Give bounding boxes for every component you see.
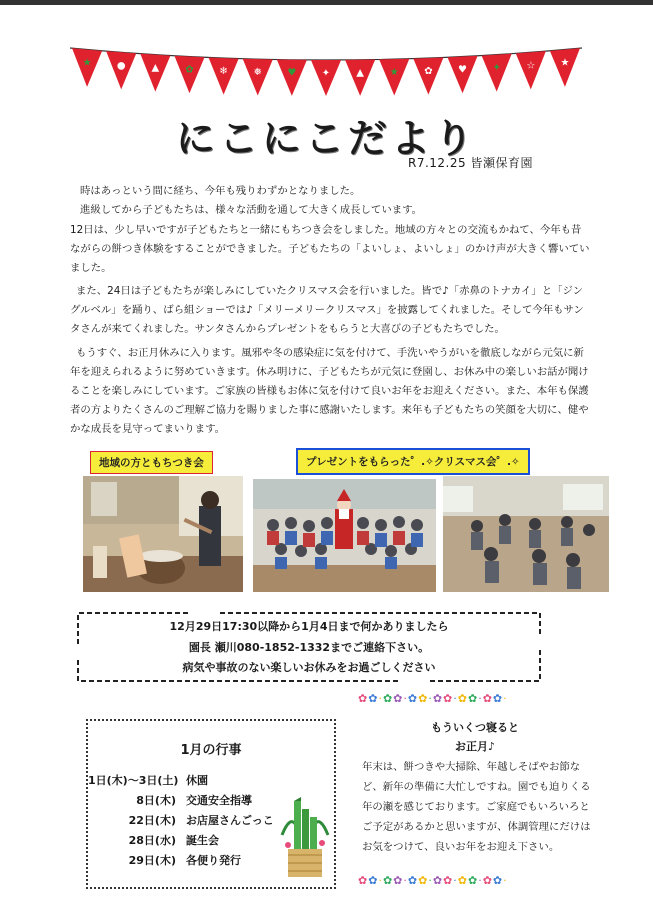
paragraph-1: 時はあっという間に経ち、今年も残りわずかとなりました。 [80, 185, 361, 197]
flower-icon: · [478, 874, 483, 887]
flower-icon: · [403, 692, 408, 705]
bunting-flags [70, 42, 582, 108]
bunting-flag-ornament-icon: ▲ [151, 62, 160, 74]
bunting-flag-ornament-icon: ★ [82, 57, 92, 69]
flower-icon: ✿ [358, 874, 369, 887]
paragraph-2: 進級してから子どもたちは、様々な活動を通して大きく成長しています。 [80, 204, 423, 216]
bunting-flag-ornament-icon: ★ [560, 57, 570, 69]
flower-icon: · [453, 692, 458, 705]
flower-icon: ✿ [443, 874, 454, 887]
sidebar-title-1: もういくつ寝ると [431, 721, 519, 734]
photo-mochitsuki [83, 476, 243, 592]
bunting-flag-ornament-icon: ✿ [185, 64, 194, 76]
flower-border-bottom [358, 874, 508, 888]
flower-icon: · [478, 692, 483, 705]
flower-icon: · [453, 874, 458, 887]
top-edge [0, 0, 653, 5]
notice-line-3: 病気や事故のない楽しいお休みをお過ごしください [182, 661, 436, 674]
flower-border-top [358, 692, 508, 706]
event-row: 28日(水) 誕生会 [128, 834, 219, 847]
event-row: 8日(木) 交通安全指導 [136, 794, 252, 807]
caption-christmas: プレゼントをもらった゜.✧クリスマス会゜.✧ [296, 448, 530, 475]
paragraph-4: また、24日は子どもたちが楽しみにしていたクリスマス会を行いました。皆で♪「赤鼻のトナカイ」と「ジングルベル」を踊り、ばら組ショーでは♪「メリーメリークリスマス」を披露してくれました。そして今年もサンタさんが来てくれました。サンタさんからプレゼントをもらうと大喜びの子どもたちでした。 [70, 285, 584, 335]
flower-icon: ✿ [432, 874, 444, 887]
flower-icon: ✿ [482, 874, 493, 887]
flower-icon: · [428, 874, 433, 887]
bunting-flag-ornament-icon: ♥ [458, 64, 468, 76]
bunting-flag-ornament-icon: ● [116, 60, 126, 72]
flower-icon: ✿ [418, 692, 429, 705]
event-row: 22日(木) お店屋さんごっこ [128, 814, 274, 827]
flower-icon: ✿ [482, 692, 493, 705]
bunting-flag-ornament-icon: ✿ [424, 66, 433, 78]
notice-line-1: 12月29日17:30以降から1月4日まで何かありましたら [169, 620, 449, 633]
paragraph-5: もうすぐ、お正月休みに入ります。風邪や冬の感染症に気を付けて、手洗いやうがいを徹底しながら元気に新年を迎えられるように努めていきます。休み明けに、子どもたちが元気に登園し、お休み中の楽しいお話が聞けることを楽しみにしています。ご家族の皆様もお体に気を付けて良いお年をお迎えください。また、本年も保護者の方よりたくさんのご理解ご協力を賜りました事に感謝いたします。来年も子どもたちの笑顔を大切に、健やかな成長を見守ってまいります。 [70, 347, 589, 435]
event-row: 1日(木)～3日(土) 休園 [88, 774, 208, 787]
flower-icon: ✿ [407, 874, 419, 887]
events-heading: 1月の行事 [180, 743, 242, 758]
flower-icon: · [503, 692, 508, 705]
flower-icon: ✿ [393, 692, 404, 705]
flower-icon: ✿ [368, 874, 379, 887]
flower-icon: ✿ [382, 692, 394, 705]
flower-icon: ✿ [492, 874, 504, 887]
flower-icon: ✿ [457, 692, 468, 705]
flower-icon: · [378, 874, 383, 887]
flower-icon: ✿ [418, 874, 429, 887]
january-events-box [86, 719, 336, 889]
bunting-flag-ornament-icon: ☆ [526, 60, 536, 72]
flower-icon: ✿ [358, 692, 369, 705]
paragraph-3: 12日は、少し早いですが子どもたちと一緒にもちつき会をしました。地域の方々との交流もかねて、今年も昔ながらの餅つき体験をすることができました。子どもたちの「よいしょ、よいしょ」のかけ声が大きく響いていました。 [70, 224, 590, 274]
flower-icon: · [428, 692, 433, 705]
flower-icon: ✿ [467, 874, 479, 887]
holiday-notice [70, 610, 548, 684]
flower-icon: ✿ [492, 692, 504, 705]
flower-icon: ✿ [457, 874, 468, 887]
flower-icon: · [503, 874, 508, 887]
issue-date: R7.12.25 皆瀬保育園 [408, 156, 533, 170]
flower-icon: ✿ [368, 692, 379, 705]
photo-christmas-dance [443, 476, 609, 592]
notice-line-2: 園長 瀬川080-1852-1332までご連絡下さい。 [188, 641, 430, 654]
bunting-flag-ornament-icon: ❅ [253, 67, 262, 79]
newsletter-title: にこにこだより [175, 117, 477, 162]
flower-icon: ✿ [407, 692, 419, 705]
flower-icon: ✿ [443, 692, 454, 705]
flower-icon: · [378, 692, 383, 705]
flower-icon: ✿ [467, 692, 479, 705]
bunting-flag-ornament-icon: ★ [389, 67, 399, 79]
flower-icon: ✿ [382, 874, 394, 887]
flower-icon: · [403, 874, 408, 887]
bunting-flag-ornament-icon: ✦ [321, 67, 331, 79]
bunting-flag-ornament-icon: ❄ [219, 66, 228, 78]
caption-mochitsuki: 地域の方ともちつき会 [90, 451, 213, 474]
sidebar-title-2: お正月♪ [454, 740, 496, 753]
flower-icon: ✿ [393, 874, 404, 887]
bunting-flag-ornament-icon: ▲ [356, 67, 364, 79]
event-row: 29日(木) 各便り発行 [128, 854, 241, 867]
flower-icon: ✿ [432, 692, 444, 705]
bunting-flag-ornament-icon: ✦ [492, 62, 501, 74]
kadomatsu-icon [280, 795, 330, 881]
sidebar-body: 年末は、餅つきや大掃除、年越しそばやお節など、新年の準備に大忙しですね。園でも迫りくる年の瀬を感じております。ご家庭でもいろいろとご予定があるかと思いますが、体調管理にだけはお気をつけて、良いお年をお迎え下さい。 [362, 761, 591, 853]
photo-christmas-group [253, 479, 436, 592]
bunting-flag-ornament-icon: ♥ [287, 67, 297, 79]
